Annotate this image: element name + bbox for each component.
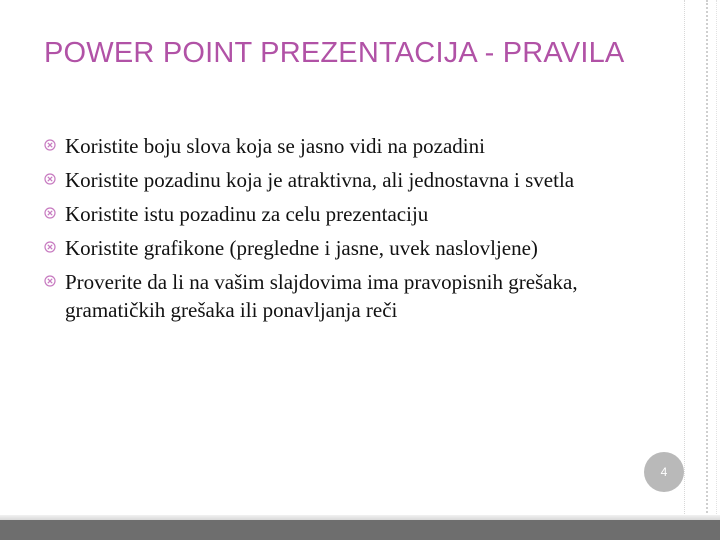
bullet-text: Koristite boju slova koja se jasno vidi na pozadini xyxy=(65,134,485,158)
bullet-item xyxy=(44,166,614,194)
bullet-item xyxy=(44,268,614,324)
circle-x-bullet-icon xyxy=(44,241,56,253)
bullet-text: Proverite da li na vašim slajdovima ima pravopisnih grešaka, gramatičkih grešaka ili ponavljanja reči xyxy=(65,270,578,322)
bullet-text: Koristite pozadinu koja je atraktivna, ali jednostavna i svetla xyxy=(65,168,575,192)
slide-title: POWER POINT PREZENTACIJA - PRAVILA xyxy=(44,37,625,69)
decorative-rail xyxy=(684,0,685,520)
bullet-item xyxy=(44,234,614,262)
page-number-badge: 4 xyxy=(644,452,684,492)
bullet-list xyxy=(44,132,614,330)
bullet-text: Koristite grafikone (pregledne i jasne, uvek naslovljene) xyxy=(65,236,538,260)
circle-x-bullet-icon xyxy=(44,173,56,185)
bullet-text: Koristite istu pozadinu za celu prezentaciju xyxy=(65,202,429,226)
decorative-rail xyxy=(706,0,708,520)
circle-x-bullet-icon xyxy=(44,275,56,287)
circle-x-bullet-icon xyxy=(44,207,56,219)
bullet-item xyxy=(44,132,614,160)
bottom-bar xyxy=(0,520,720,540)
decorative-rail xyxy=(716,0,717,520)
circle-x-bullet-icon xyxy=(44,139,56,151)
bullet-item xyxy=(44,200,614,228)
